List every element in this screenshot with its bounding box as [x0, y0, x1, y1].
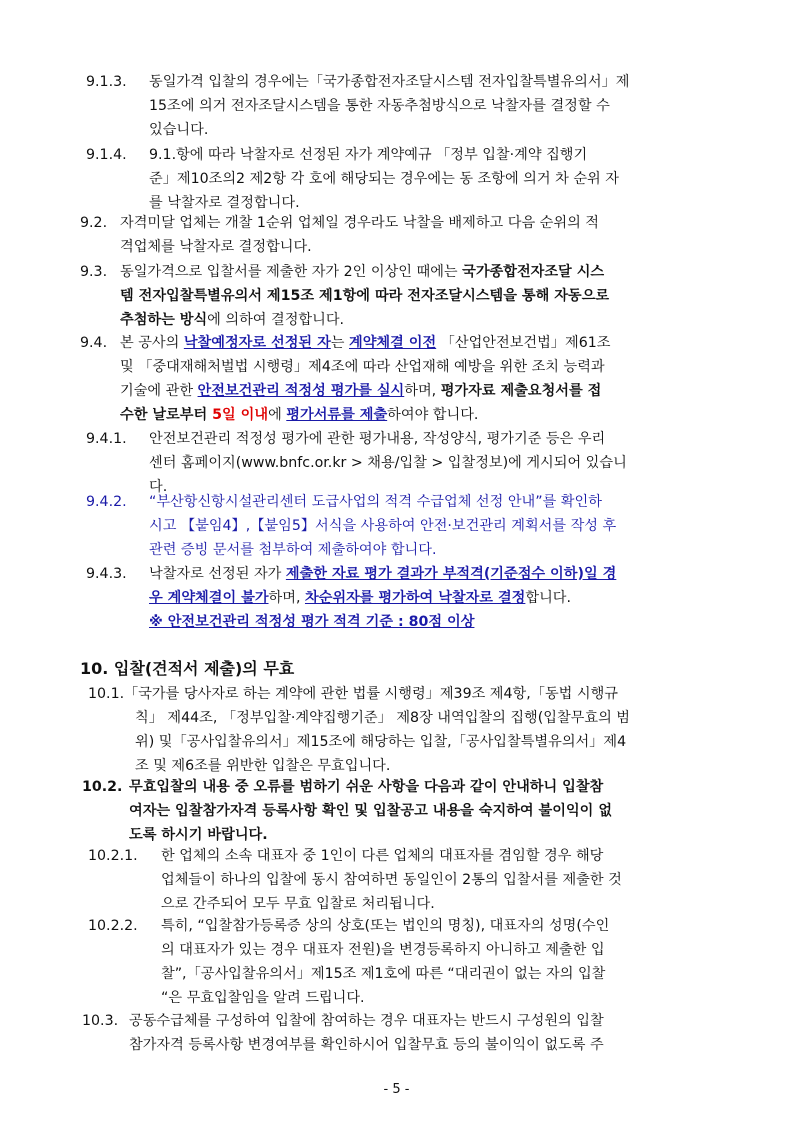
paragraph-line: 특히, “입찰참가등록증 상의 상호(또는 법인의 명칭), 대표자의 성명(수인	[161, 918, 610, 934]
paragraph-line	[149, 564, 616, 584]
text-run: 기술에 관한	[120, 383, 198, 399]
paragraph-line: 준」제10조의2 제2항 각 호에 해당되는 경우에는 동 조항에 의거 차 순위 자	[149, 171, 619, 187]
section-heading: 10. 입찰(견적서 제출)의 무효	[80, 659, 295, 678]
highlight-text: 안전보건관리 적정성 평가를 실시	[197, 383, 405, 399]
paragraph-line: 한 업체의 소속 대표자 중 1인이 다른 업체의 대표자를 겸임할 경우 해당	[161, 848, 604, 864]
item-number: 9.4.1.	[86, 431, 127, 447]
item-number: 9.2.	[80, 215, 108, 231]
item-number: 9.4.2.	[86, 494, 127, 510]
paragraph-line	[120, 262, 604, 282]
paragraph-line: 참가자격 등록사항 변경여부를 확인하시어 입찰무효 등의 불이익이 없도록 주	[129, 1037, 604, 1053]
paragraph-line: 9.1.항에 따라 낙찰자로 선정된 자가 계약예규 「정부 입찰·계약 집행기	[149, 147, 588, 163]
highlight-text: 제출한 자료 평가 결과가 부적격(기준점수 이하)일 경	[285, 566, 617, 582]
paragraph-line: 다.	[149, 479, 168, 495]
bold-text-run: 평가자료 제출요청서를 접	[440, 383, 602, 399]
highlight-text: 계약체결 이전	[349, 335, 437, 351]
paragraph-line: 여자는 입찰참가자격 등록사항 확인 및 입찰공고 내용을 숙지하여 불이익이 없	[129, 803, 613, 819]
text-run: 「산업안전보건법」제61조	[436, 335, 611, 351]
text-run: 합니다.	[525, 590, 572, 606]
page-number: - 5 -	[383, 1082, 410, 1097]
item-number: 10.2.	[82, 779, 123, 795]
highlight-text: 차순위자를 평가하여 낙찰자로 결정	[304, 590, 526, 606]
text-run: 본 공사의	[120, 335, 184, 351]
paragraph-line: “부산항신항시설관리센터 도급사업의 적격 수급업체 선정 안내”를 확인하	[149, 494, 602, 510]
paragraph-line: 의 대표자가 있는 경우 대표자 전원)을 변경등록하지 아니하고 제출한 입	[161, 942, 605, 958]
paragraph-line: 격업체를 낙찰자로 결정합니다.	[120, 239, 312, 255]
text-run: 에	[268, 407, 287, 423]
text-run: 하며,	[268, 590, 305, 606]
item-number: 10.2.2.	[88, 918, 138, 934]
paragraph-line: 관련 증빙 문서를 첨부하여 제출하여야 합니다.	[149, 542, 437, 558]
criteria-note: ※ 안전보건관리 적정성 평가 적격 기준 : 80점 이상	[149, 614, 475, 630]
red-highlight-text: 5일 이내	[212, 407, 269, 423]
item-number: 9.1.3.	[86, 74, 127, 90]
paragraph-line	[120, 381, 601, 401]
text-run: 에 의하여 결정합니다.	[207, 312, 345, 328]
paragraph-line: 칙」 제44조, 「정부입찰·계약집행기준」 제8장 내역입찰의 집행(입찰무효의 범	[135, 710, 631, 726]
paragraph-line: 동일가격 입찰의 경우에는「국가종합전자조달시스템 전자입찰특별유의서」제	[149, 74, 630, 90]
highlight-text: 평가서류를 제출	[286, 407, 388, 423]
paragraph-line: 및 「중대재해처벌법 시행령」제4조에 따라 산업재해 예방을 위한 조치 능력과	[120, 359, 605, 375]
text-run: 는	[330, 335, 349, 351]
paragraph-line: “은 무효입찰임을 알려 드립니다.	[161, 990, 365, 1006]
paragraph-line	[120, 333, 610, 353]
paragraph-line: 센터 홈페이지(www.bnfc.or.kr > 채용/입찰 > 입찰정보)에 게시되어 있습니	[149, 455, 627, 471]
highlight-text: 낙찰예정자로 선정된 자	[183, 335, 331, 351]
paragraph-line: 조 및 제6조를 위반한 입찰은 무효입니다.	[135, 758, 391, 774]
paragraph-line: 무효입찰의 내용 중 오류를 범하기 쉬운 사항을 다음과 같이 안내하니 입찰참	[129, 779, 604, 795]
paragraph-line: 15조에 의거 전자조달시스템을 통한 자동추첨방식으로 낙찰자를 결정할 수	[149, 98, 610, 114]
item-number: 9.4.3.	[86, 566, 127, 582]
text-run: 동일가격으로 입찰서를 제출한 자가 2인 이상인 때에는	[120, 264, 463, 280]
item-number: 10.2.1.	[88, 848, 138, 864]
paragraph-line: 를 낙찰자로 결정합니다.	[149, 195, 300, 211]
paragraph-line: 으로 간주되어 모두 무효 입찰로 처리됩니다.	[161, 896, 435, 912]
paragraph-line: 템 전자입찰특별유의서 제15조 제1항에 따라 전자조달시스템을 통해 자동으로	[120, 288, 610, 304]
text-run: 하며,	[404, 383, 441, 399]
paragraph-line: 안전보건관리 적정성 평가에 관한 평가내용, 작성양식, 평가기준 등은 우리	[149, 431, 606, 447]
paragraph-line: 찰”,「공사입찰유의서」제15조 제1호에 따른 “대리권이 없는 자의 입찰	[161, 966, 606, 982]
paragraph-line: 공동수급체를 구성하여 입찰에 참여하는 경우 대표자는 반드시 구성원의 입찰	[129, 1013, 604, 1029]
paragraph-line: 업체들이 하나의 입찰에 동시 참여하면 동일인이 2통의 입찰서를 제출한 것	[161, 872, 622, 888]
paragraph-line	[120, 405, 478, 425]
item-number: 9.1.4.	[86, 147, 127, 163]
paragraph-line	[120, 310, 344, 330]
paragraph-line: 「국가를 당사자로 하는 계약에 관한 법률 시행령」제39조 제4항,「동법 시행규	[124, 686, 618, 702]
paragraph-line: 도록 하시기 바랍니다.	[129, 827, 268, 843]
item-number: 10.1.	[88, 686, 125, 702]
paragraph-line: 위) 및「공사입찰유의서」제15조에 해당하는 입찰,「공사입찰특별유의서」제4	[135, 734, 627, 750]
bold-text-run: 국가종합전자조달 시스	[462, 264, 605, 280]
text-run: 하여야 합니다.	[387, 407, 479, 423]
item-number: 10.3.	[82, 1013, 119, 1029]
bold-text-run: 수한 날로부터	[120, 407, 213, 423]
text-run: 낙찰자로 선정된 자가	[149, 566, 286, 582]
paragraph-line: 있습니다.	[149, 122, 209, 138]
item-number: 9.3.	[80, 264, 108, 280]
item-number: 9.4.	[80, 335, 108, 351]
paragraph-line: 시고 【붙임4】,【붙임5】서식을 사용하여 안전·보건관리 계획서를 작성 후	[149, 518, 617, 534]
paragraph-line	[149, 588, 571, 608]
highlight-text: 우 계약체결이 불가	[149, 590, 269, 606]
paragraph-line: 자격미달 업체는 개찰 1순위 업체일 경우라도 낙찰을 배제하고 다음 순위의 적	[120, 215, 599, 231]
bold-text-run: 추첨하는 방식	[120, 312, 208, 328]
